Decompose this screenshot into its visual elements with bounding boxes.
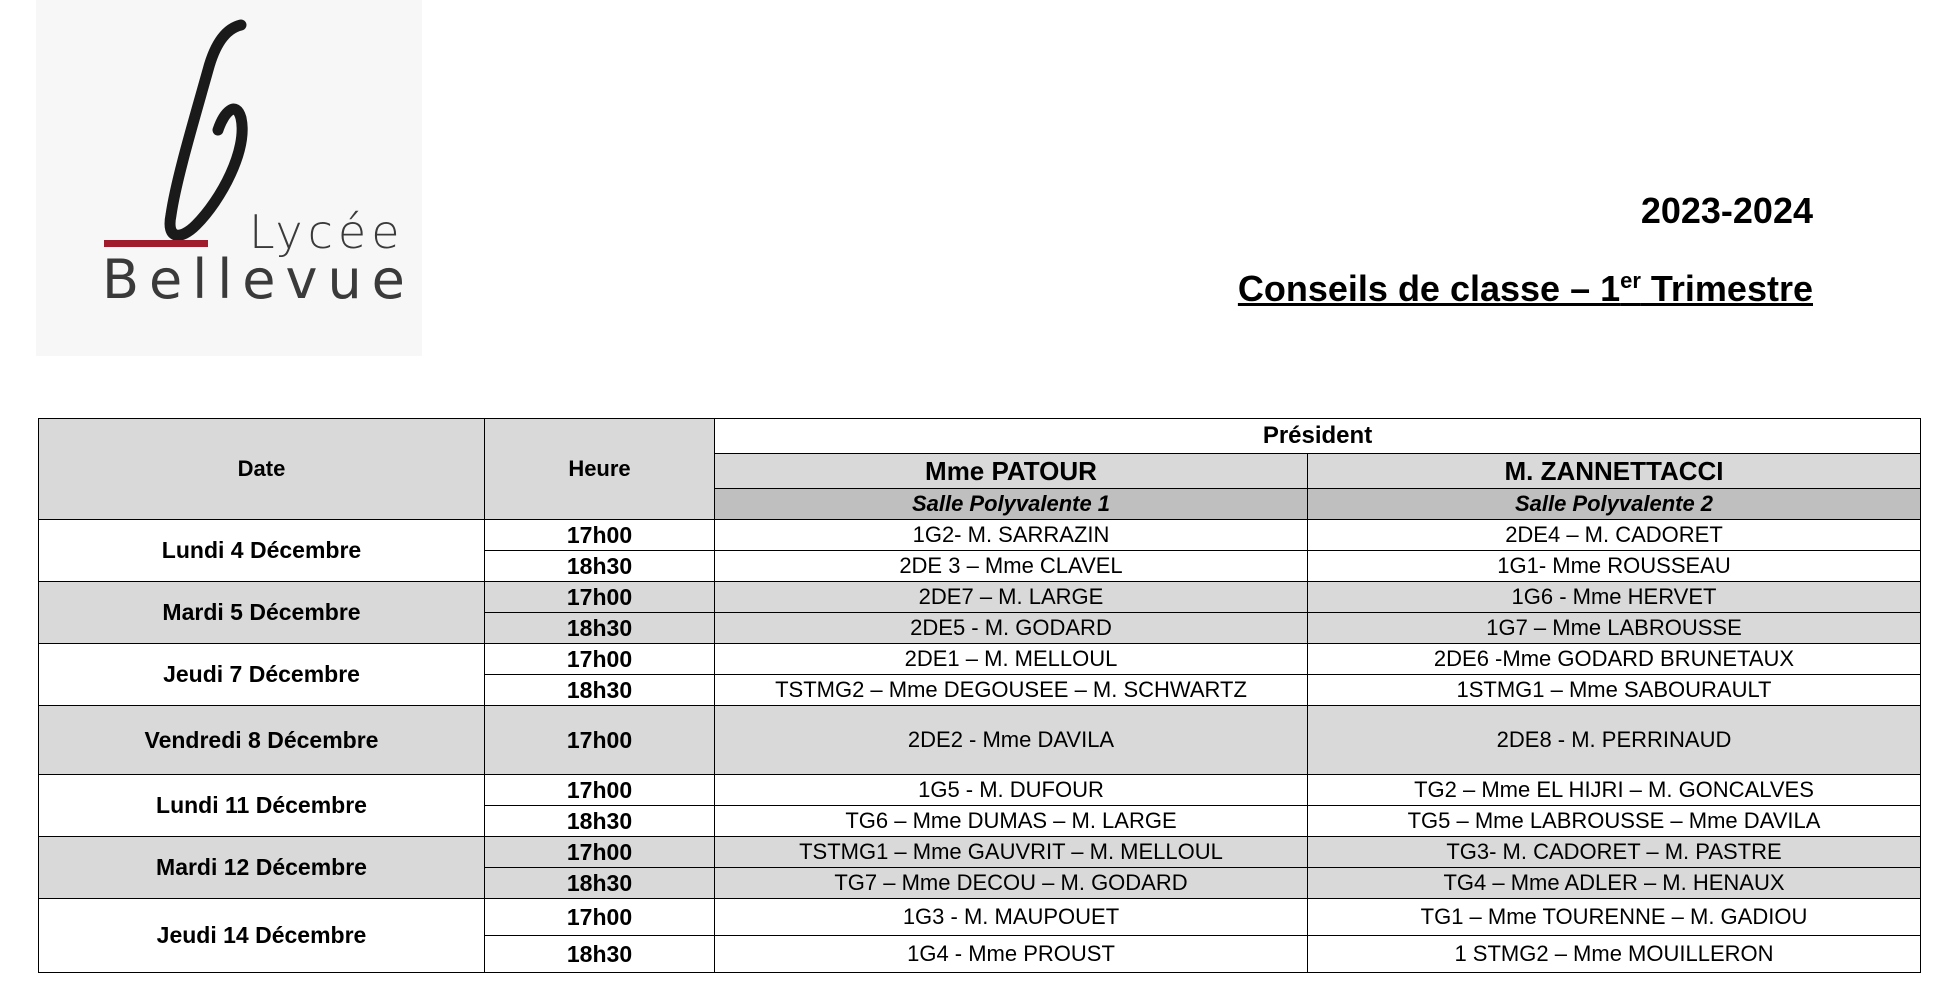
class-cell-room2: 1G7 – Mme LABROUSSE — [1308, 613, 1921, 644]
class-cell-room2: 1 STMG2 – Mme MOUILLERON — [1308, 936, 1921, 973]
class-cell-room1: 2DE2 - Mme DAVILA — [715, 706, 1308, 775]
class-cell-room2: TG2 – Mme EL HIJRI – M. GONCALVES — [1308, 775, 1921, 806]
col-header-date: Date — [39, 419, 485, 520]
time-cell: 17h00 — [485, 520, 715, 551]
time-cell: 18h30 — [485, 936, 715, 973]
class-cell-room2: 2DE4 – M. CADORET — [1308, 520, 1921, 551]
time-cell: 18h30 — [485, 613, 715, 644]
date-cell: Jeudi 14 Décembre — [39, 899, 485, 973]
class-cell-room2: 1STMG1 – Mme SABOURAULT — [1308, 675, 1921, 706]
school-logo — [36, 0, 422, 356]
table-row — [39, 706, 1921, 775]
class-cell-room1: 2DE7 – M. LARGE — [715, 582, 1308, 613]
class-cell-room1: 2DE5 - M. GODARD — [715, 613, 1308, 644]
class-cell-room2: 2DE8 - M. PERRINAUD — [1308, 706, 1921, 775]
date-cell: Lundi 11 Décembre — [39, 775, 485, 837]
table-row — [39, 837, 1921, 868]
class-cell-room1: TSTMG2 – Mme DEGOUSEE – M. SCHWARTZ — [715, 675, 1308, 706]
time-cell: 18h30 — [485, 551, 715, 582]
room-1-label: Salle Polyvalente 1 — [715, 489, 1308, 520]
date-cell: Lundi 4 Décembre — [39, 520, 485, 582]
class-cell-room2: 2DE6 -Mme GODARD BRUNETAUX — [1308, 644, 1921, 675]
school-year: 2023-2024 — [1640, 190, 1813, 231]
time-cell: 17h00 — [485, 706, 715, 775]
page-title: Conseils de classe – 1er Trimestre — [1237, 268, 1813, 309]
class-cell-room2: 1G1- Mme ROUSSEAU — [1308, 551, 1921, 582]
class-cell-room1: 1G4 - Mme PROUST — [715, 936, 1308, 973]
time-cell: 17h00 — [485, 582, 715, 613]
date-cell: Vendredi 8 Décembre — [39, 706, 485, 775]
time-cell: 17h00 — [485, 775, 715, 806]
col-header-president: Président — [715, 419, 1921, 454]
class-cell-room1: TG7 – Mme DECOU – M. GODARD — [715, 868, 1308, 899]
table-row — [39, 644, 1921, 675]
time-cell: 17h00 — [485, 837, 715, 868]
president-1-name: Mme PATOUR — [715, 454, 1308, 489]
time-cell: 18h30 — [485, 868, 715, 899]
class-cell-room1: TG6 – Mme DUMAS – M. LARGE — [715, 806, 1308, 837]
logo-text-bellevue: Bellevue — [102, 248, 415, 311]
logo-text-lycee: Lycée — [249, 205, 405, 259]
class-cell-room1: 1G5 - M. DUFOUR — [715, 775, 1308, 806]
class-cell-room1: 1G2- M. SARRAZIN — [715, 520, 1308, 551]
president-2-name: M. ZANNETTACCI — [1308, 454, 1921, 489]
table-row — [39, 582, 1921, 613]
class-cell-room1: 2DE 3 – Mme CLAVEL — [715, 551, 1308, 582]
schedule-table — [38, 418, 1921, 973]
room-2-label: Salle Polyvalente 2 — [1308, 489, 1921, 520]
date-cell: Mardi 5 Décembre — [39, 582, 485, 644]
time-cell: 17h00 — [485, 899, 715, 936]
table-row — [39, 520, 1921, 551]
class-cell-room2: TG1 – Mme TOURENNE – M. GADIOU — [1308, 899, 1921, 936]
col-header-time: Heure — [485, 419, 715, 520]
table-row — [39, 775, 1921, 806]
date-cell: Jeudi 7 Décembre — [39, 644, 485, 706]
time-cell: 18h30 — [485, 675, 715, 706]
time-cell: 17h00 — [485, 644, 715, 675]
class-cell-room2: 1G6 - Mme HERVET — [1308, 582, 1921, 613]
table-row — [39, 899, 1921, 936]
class-cell-room2: TG5 – Mme LABROUSSE – Mme DAVILA — [1308, 806, 1921, 837]
class-cell-room1: TSTMG1 – Mme GAUVRIT – M. MELLOUL — [715, 837, 1308, 868]
time-cell: 18h30 — [485, 806, 715, 837]
class-cell-room2: TG3- M. CADORET – M. PASTRE — [1308, 837, 1921, 868]
class-cell-room1: 1G3 - M. MAUPOUET — [715, 899, 1308, 936]
date-cell: Mardi 12 Décembre — [39, 837, 485, 899]
class-cell-room1: 2DE1 – M. MELLOUL — [715, 644, 1308, 675]
class-cell-room2: TG4 – Mme ADLER – M. HENAUX — [1308, 868, 1921, 899]
